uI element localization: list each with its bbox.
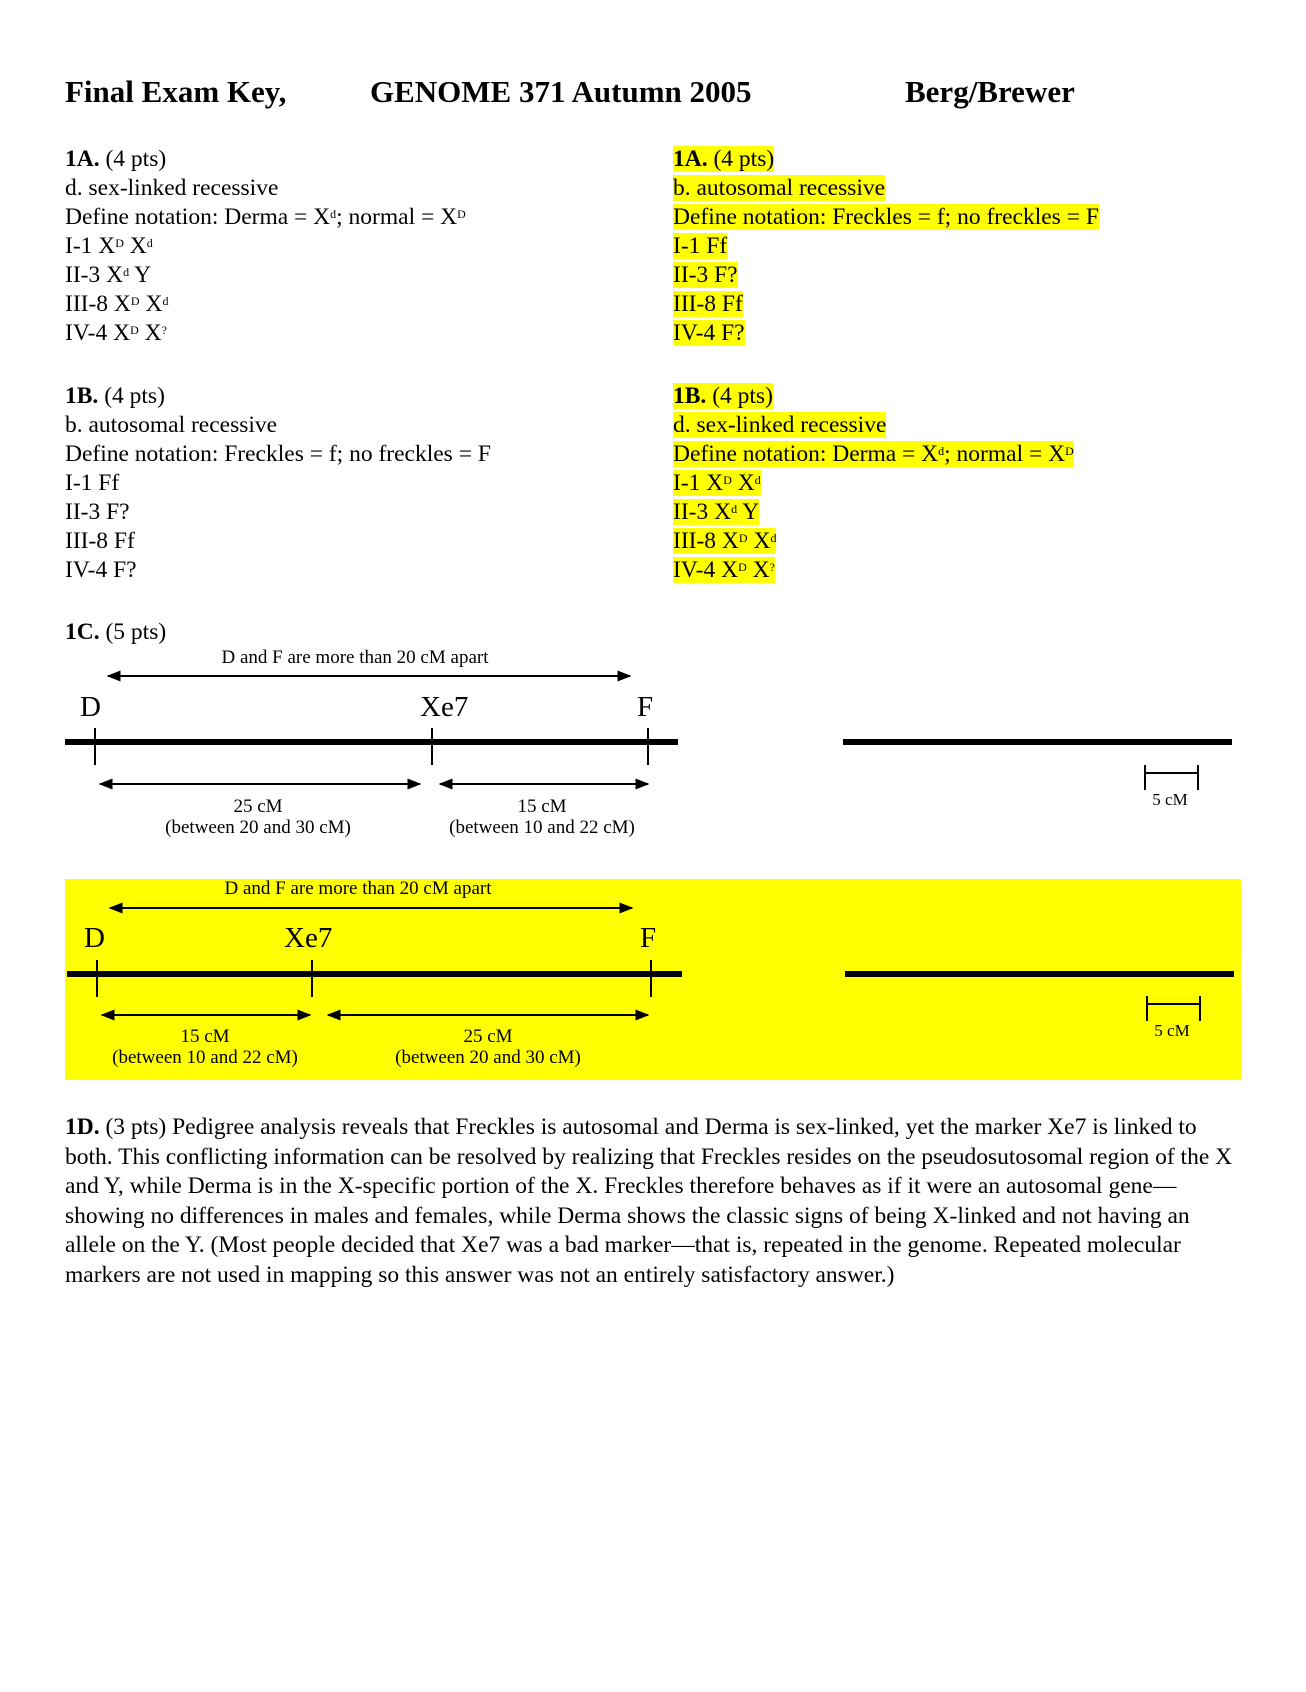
genotype-row: I-1 $X^D$ $X^d$ <box>65 233 153 259</box>
q1c-heading: 1C. (5 pts) <box>65 619 167 645</box>
genotype-row: III-8 $X^D$ $X^d$ <box>65 291 169 317</box>
q1d-points: (3 pts) <box>99 1114 167 1140</box>
q1a-heading: 1A. (4 pts) <box>673 146 775 172</box>
locus-label: Xe7 <box>284 922 333 954</box>
q1b-notation: Define notation: Freckles = f; no freckles = F <box>65 441 491 467</box>
q1d-number: 1D. <box>65 1114 100 1140</box>
q1b-answer: b. autosomal recessive <box>65 412 278 438</box>
distance-range: (between 20 and 30 cM) <box>395 1047 581 1068</box>
genotype-row: I-1 Ff <box>65 470 120 496</box>
locus-label: Xe7 <box>420 691 469 723</box>
q1a-notation: Define notation: Derma = $X^d$; normal = $X^D$ <box>65 204 466 230</box>
q1b-heading: 1B. (4 pts) <box>65 383 165 409</box>
course-name: GENOME 371 Autumn 2005 <box>370 74 752 109</box>
q1a-heading: 1A. (4 pts) <box>65 146 167 172</box>
q1d-text: Pedigree analysis reveals that Freckles is autosomal and Derma is sex-linked, yet the marker Xe7 is linked to both. This conflicting information can be resolved by realizing that Freckles resides on the pseudosutosomal region of the X and Y, while Derma is in the X-specific portion of the X. Freckles therefore behaves as if it were an autosomal gene—showing no differences in males and females, while Derma shows the classic signs of being X-linked and not having an allele on the Y. (Most people decided that Xe7 was a bad marker—that is, repeated in the genome. Repeated molecular markers are not used in mapping so this answer was not an entirely satisfactory answer.) <box>65 1114 1233 1288</box>
distance-range: (between 10 and 22 cM) <box>449 817 635 838</box>
genotype-row: II-3 $X^d$ Y <box>673 499 760 525</box>
distance-range: (between 10 and 22 cM) <box>112 1047 298 1068</box>
map-2 <box>67 878 1234 1068</box>
scale-label: 5 cM <box>1152 790 1188 809</box>
distance-label: 15 cM <box>517 796 567 817</box>
genotype-row: III-8 Ff <box>673 291 743 317</box>
q1b-answer: d. sex-linked recessive <box>673 412 887 438</box>
exam-title: Final Exam Key, <box>65 74 287 109</box>
q1a-answer: b. autosomal recessive <box>673 175 886 201</box>
distance-label: 25 cM <box>233 796 283 817</box>
q1b-notation: Define notation: Derma = $X^d$; normal = $X^D$ <box>673 441 1074 467</box>
distance-label: 25 cM <box>463 1026 513 1047</box>
scale-label: 5 cM <box>1154 1021 1190 1040</box>
q1a-notation: Define notation: Freckles = f; no freckles = F <box>673 204 1099 230</box>
map-1 <box>65 647 1232 838</box>
q1a-answer: d. sex-linked recessive <box>65 175 279 201</box>
genotype-row: I-1 Ff <box>673 233 728 259</box>
locus-label: F <box>640 922 657 954</box>
locus-label: D <box>80 691 101 723</box>
q1d-paragraph <box>65 1113 1245 1290</box>
genotype-row: IV-4 F? <box>673 320 745 346</box>
genotype-row: II-3 F? <box>65 499 130 525</box>
authors: Berg/Brewer <box>905 74 1075 109</box>
distance-range: (between 20 and 30 cM) <box>165 817 351 838</box>
distance-label: 15 cM <box>180 1026 230 1047</box>
genotype-row: II-3 F? <box>673 262 738 288</box>
genotype-row: I-1 $X^D$ $X^d$ <box>673 470 761 496</box>
genotype-row: IV-4 $X^D$ X? <box>65 320 167 346</box>
span-label: D and F are more than 20 cM apart <box>221 647 489 668</box>
locus-label: F <box>637 691 654 723</box>
genotype-row: IV-4 $X^D$ X? <box>673 557 775 583</box>
genotype-row: IV-4 F? <box>65 557 137 583</box>
genotype-row: III-8 Ff <box>65 528 135 554</box>
span-label: D and F are more than 20 cM apart <box>224 878 492 899</box>
genotype-row: II-3 $X^d$ Y <box>65 262 152 288</box>
q1b-heading: 1B. (4 pts) <box>673 383 773 409</box>
genotype-row: III-8 $X^D$ $X^d$ <box>673 528 777 554</box>
locus-label: D <box>84 922 105 954</box>
